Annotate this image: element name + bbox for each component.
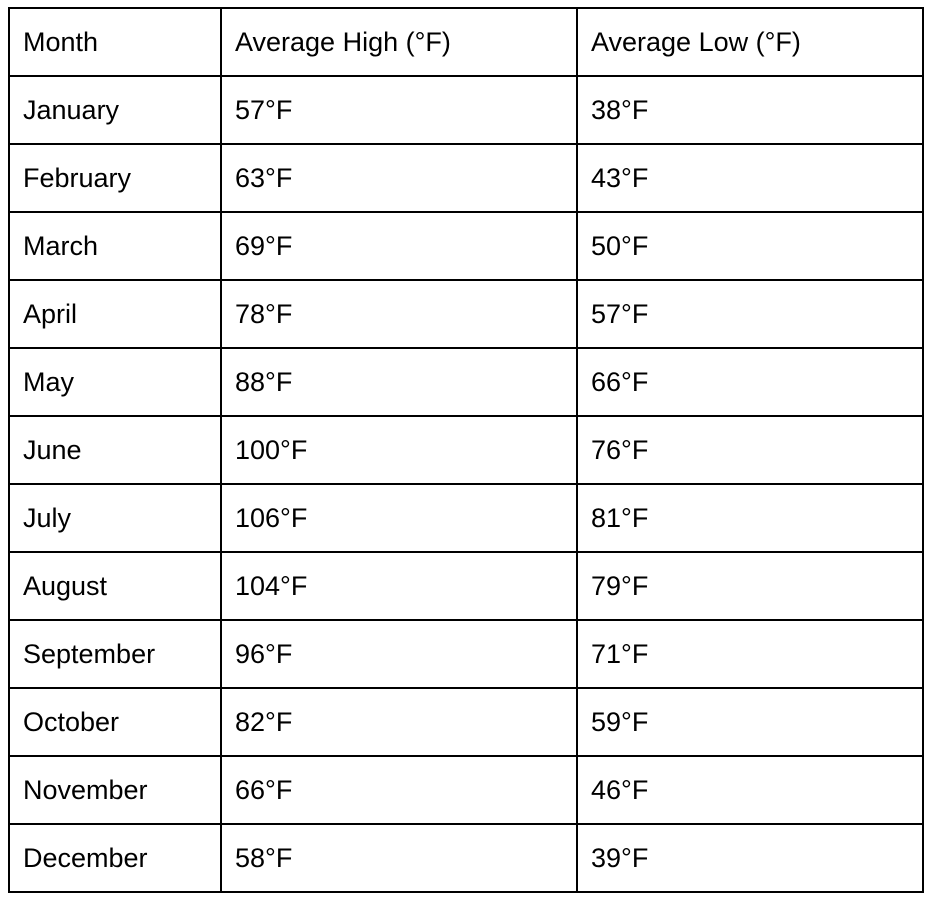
low-cell: 38°F [577,76,923,144]
high-cell: 106°F [221,484,577,552]
low-cell: 39°F [577,824,923,892]
table-row [9,280,923,348]
high-cell: 63°F [221,144,577,212]
table-row [9,688,923,756]
month-cell: June [9,416,221,484]
table-row [9,484,923,552]
high-cell: 100°F [221,416,577,484]
header-average-high: Average High (°F) [221,8,577,76]
month-cell: April [9,280,221,348]
table-row [9,824,923,892]
high-cell: 66°F [221,756,577,824]
table-row [9,620,923,688]
high-cell: 104°F [221,552,577,620]
table-row [9,212,923,280]
temperature-table [8,7,924,893]
table-header-row [9,8,923,76]
table-row [9,76,923,144]
month-cell: March [9,212,221,280]
month-cell: November [9,756,221,824]
high-cell: 69°F [221,212,577,280]
table-row [9,144,923,212]
header-average-low: Average Low (°F) [577,8,923,76]
high-cell: 57°F [221,76,577,144]
month-cell: January [9,76,221,144]
month-cell: February [9,144,221,212]
month-cell: July [9,484,221,552]
month-cell: December [9,824,221,892]
low-cell: 81°F [577,484,923,552]
month-cell: August [9,552,221,620]
table-row [9,552,923,620]
month-cell: October [9,688,221,756]
month-cell: May [9,348,221,416]
low-cell: 43°F [577,144,923,212]
low-cell: 57°F [577,280,923,348]
low-cell: 46°F [577,756,923,824]
low-cell: 79°F [577,552,923,620]
high-cell: 88°F [221,348,577,416]
high-cell: 82°F [221,688,577,756]
low-cell: 71°F [577,620,923,688]
high-cell: 58°F [221,824,577,892]
low-cell: 76°F [577,416,923,484]
header-month: Month [9,8,221,76]
month-cell: September [9,620,221,688]
high-cell: 78°F [221,280,577,348]
low-cell: 59°F [577,688,923,756]
low-cell: 66°F [577,348,923,416]
table-row [9,416,923,484]
table-row [9,348,923,416]
low-cell: 50°F [577,212,923,280]
high-cell: 96°F [221,620,577,688]
table-row [9,756,923,824]
